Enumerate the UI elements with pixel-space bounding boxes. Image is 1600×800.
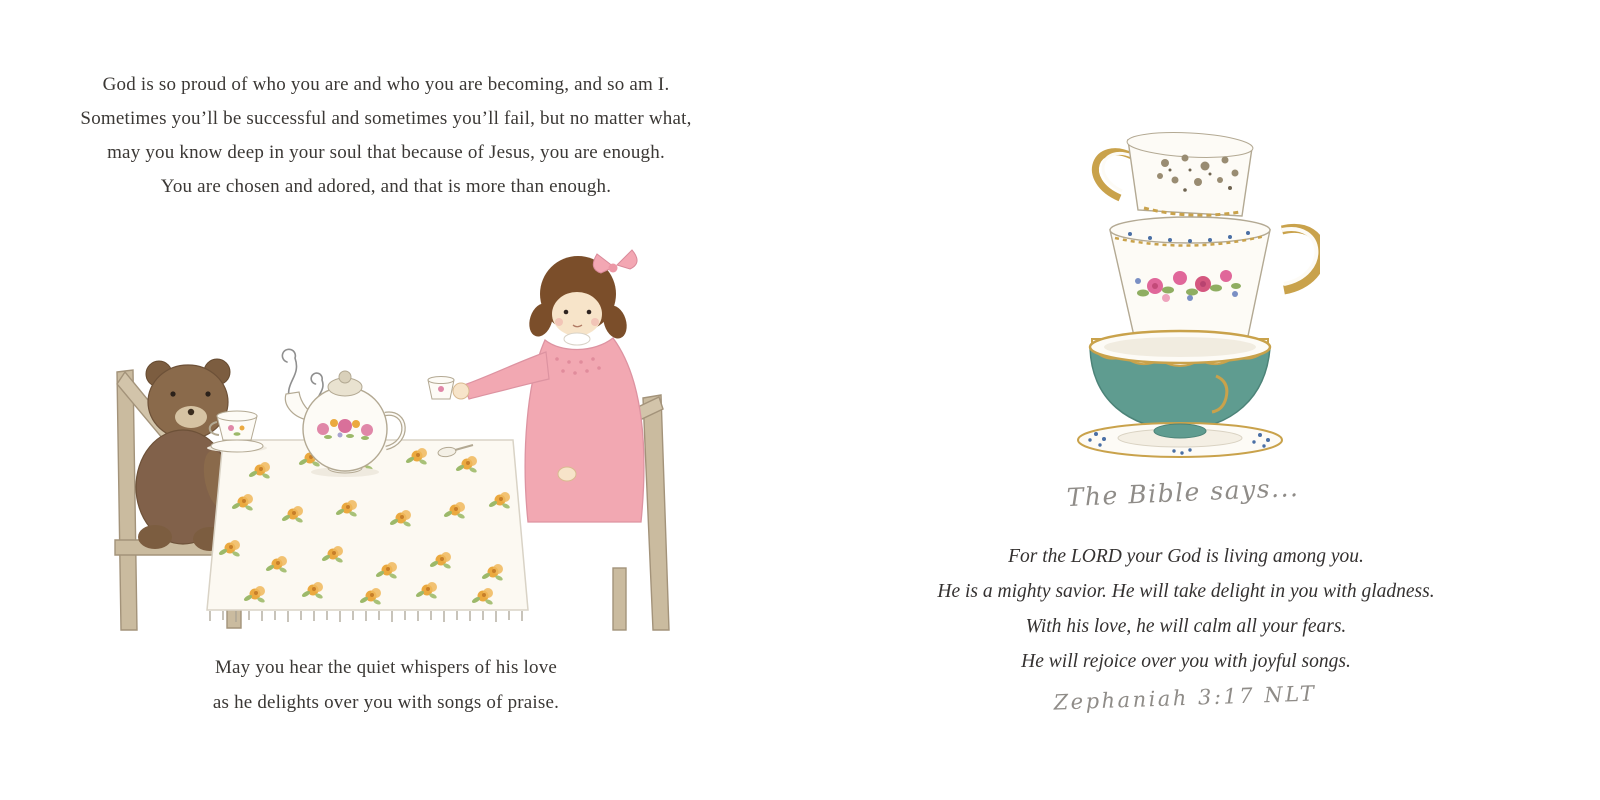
held-teacup: [428, 377, 454, 400]
middle-teacup: [1110, 217, 1320, 336]
blessing-line-3: may you know deep in your soul that because of Jesus, you are enough.: [107, 142, 665, 163]
tea-table: [207, 440, 528, 622]
blessing-text: [16, 68, 756, 204]
verse-line-4: He will rejoice over you with joyful songs.: [1021, 651, 1351, 672]
stacked-teacups-illustration: [1040, 118, 1320, 463]
closing-text: [16, 650, 756, 720]
bible-says-heading: The Bible says...: [1066, 472, 1300, 513]
teal-cup-foot: [1154, 424, 1206, 438]
blessing-line-2: Sometimes you’ll be successful and sometimes you’ll fail, but no matter what,: [80, 108, 692, 129]
blessing-line-4: You are chosen and adored, and that is more than enough.: [160, 176, 612, 197]
verse-line-3: With his love, he will calm all your fears.: [1025, 616, 1347, 637]
hair-bow: [593, 250, 637, 273]
verse-text: [900, 539, 1472, 679]
tablecloth-fringe: [210, 611, 522, 622]
saucer: [1078, 423, 1282, 457]
blessing-line-1: God is so proud of who you are and who you are becoming, and so am I.: [102, 74, 670, 95]
teal-teacup: [1090, 331, 1270, 430]
verse-line-1: For the LORD your God is living among you.: [1008, 546, 1364, 567]
top-teacup: [1095, 130, 1253, 216]
tea-party-illustration: [95, 222, 685, 634]
closing-line-1: May you hear the quiet whispers of his love: [214, 657, 558, 678]
verse-reference: Zephaniah 3:17 NLT: [1053, 681, 1317, 715]
verse-line-2: He is a mighty savior. He will take delight in you with gladness.: [937, 581, 1435, 602]
closing-line-2: as he delights over you with songs of praise.: [212, 692, 560, 713]
